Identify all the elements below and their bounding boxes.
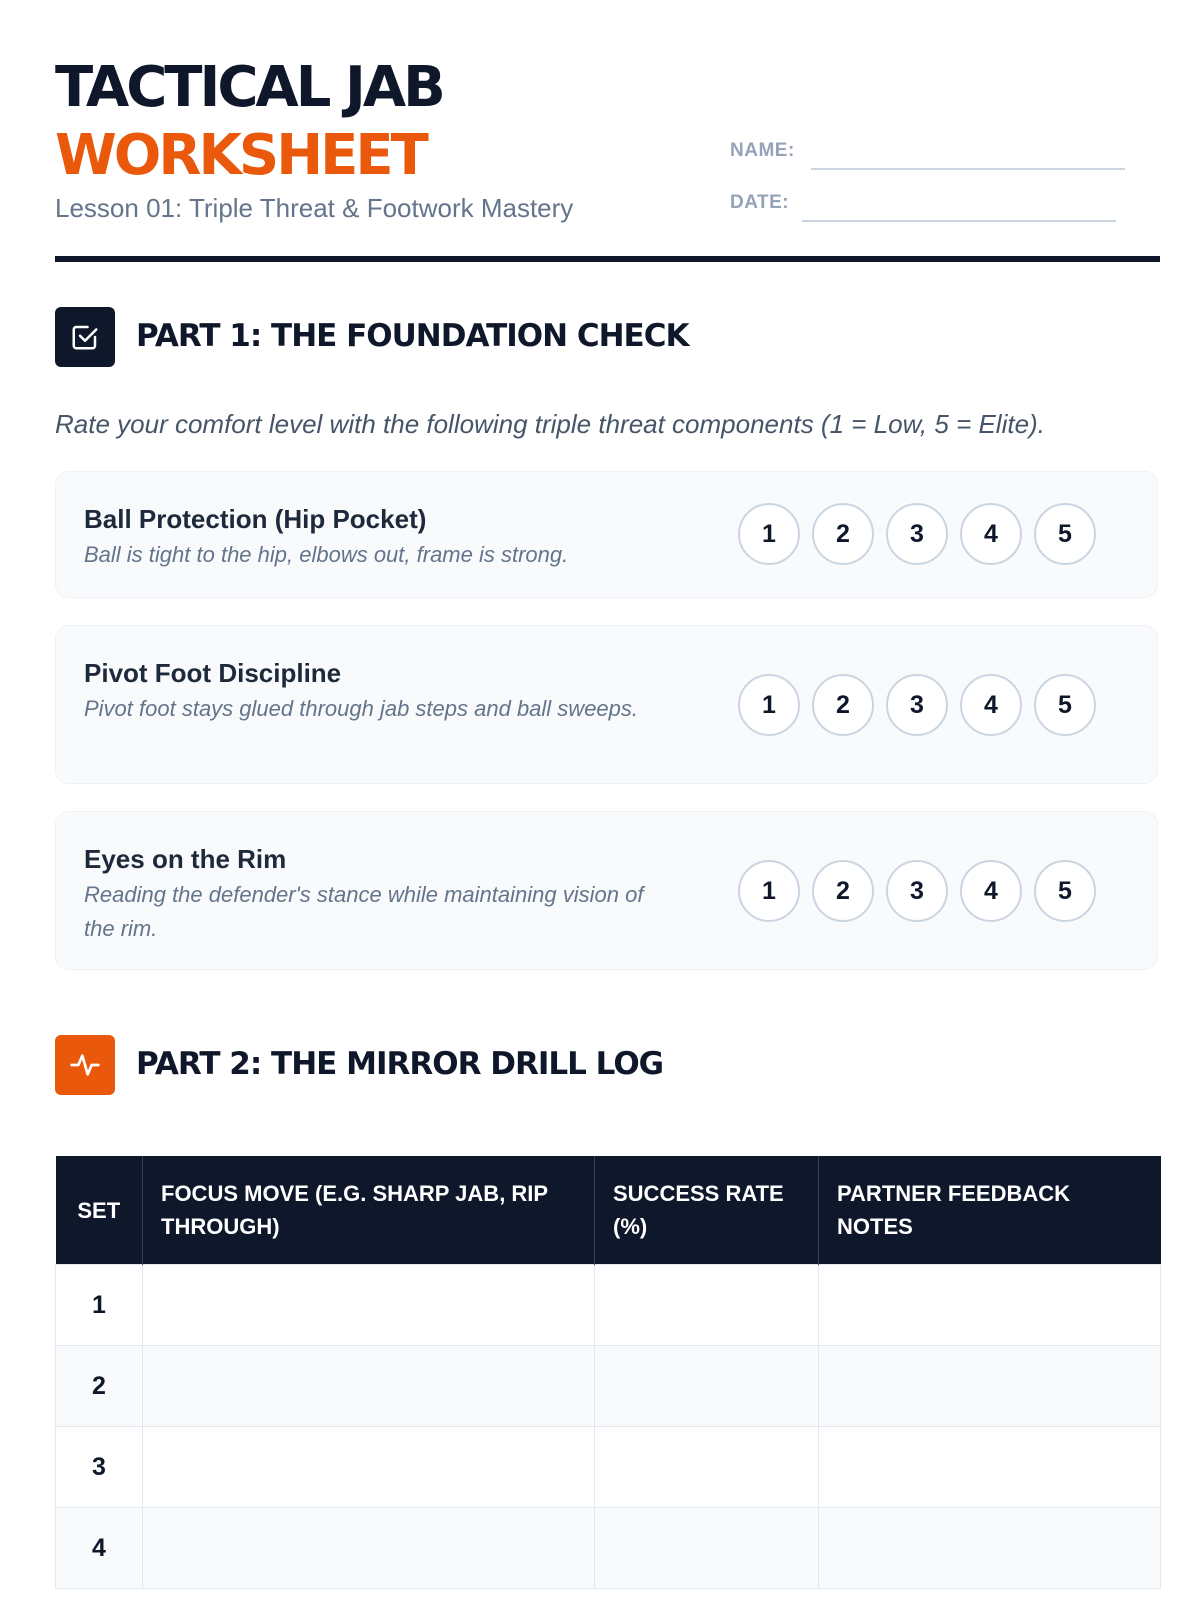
- feedback-notes-cell[interactable]: [819, 1265, 1161, 1346]
- date-label: DATE:: [730, 192, 790, 213]
- focus-move-cell[interactable]: [143, 1427, 595, 1508]
- rating-option-1[interactable]: 1: [738, 503, 800, 565]
- rating-option-5[interactable]: 5: [1034, 860, 1096, 922]
- rating-option-1[interactable]: 1: [738, 860, 800, 922]
- success-rate-cell[interactable]: [595, 1508, 819, 1589]
- column-header-focus-move: FOCUS MOVE (E.G. SHARP JAB, RIP THROUGH): [143, 1156, 595, 1265]
- mirror-drill-log-table: [55, 1156, 1161, 1589]
- success-rate-cell[interactable]: [595, 1265, 819, 1346]
- column-header-success-rate: SUCCESS RATE (%): [595, 1156, 819, 1265]
- table-row: [56, 1346, 1161, 1427]
- column-header-partner-feedback: PARTNER FEEDBACK NOTES: [819, 1156, 1161, 1265]
- lesson-subtitle: Lesson 01: Triple Threat & Footwork Mastery: [55, 193, 574, 223]
- name-field[interactable]: [811, 168, 1125, 170]
- rating-item-title: Pivot Foot Discipline: [84, 658, 342, 688]
- rating-option-3[interactable]: 3: [886, 860, 948, 922]
- focus-move-cell[interactable]: [143, 1265, 595, 1346]
- feedback-notes-cell[interactable]: [819, 1427, 1161, 1508]
- table-row: [56, 1427, 1161, 1508]
- rating-option-3[interactable]: 3: [886, 674, 948, 736]
- rating-item-description: Pivot foot stays glued through jab steps and ball sweeps.: [84, 696, 639, 721]
- rating-option-2[interactable]: 2: [812, 503, 874, 565]
- rating-item-description: Ball is tight to the hip, elbows out, frame is strong.: [84, 542, 569, 567]
- rating-option-2[interactable]: 2: [812, 860, 874, 922]
- rating-card-ball-protection: [55, 471, 1158, 598]
- rating-scale: [738, 860, 1108, 922]
- rating-option-1[interactable]: 1: [738, 674, 800, 736]
- set-number: 4: [56, 1508, 143, 1589]
- part1-instructions: Rate your comfort level with the following triple threat components (1 = Low, 5 = Elite).: [55, 409, 1045, 439]
- column-header-set: SET: [56, 1156, 143, 1265]
- rating-option-2[interactable]: 2: [812, 674, 874, 736]
- rating-item-description: Reading the defender's stance while maintaining vision of the rim.: [84, 882, 644, 941]
- part2-title: PART 2: THE MIRROR DRILL LOG: [136, 1046, 664, 1082]
- set-number: 1: [56, 1265, 143, 1346]
- rating-option-4[interactable]: 4: [960, 674, 1022, 736]
- date-field[interactable]: [802, 220, 1116, 222]
- activity-pulse-icon: [55, 1035, 115, 1095]
- rating-card-pivot-foot: [55, 625, 1158, 784]
- table-header-row: [56, 1156, 1161, 1265]
- rating-scale: [738, 674, 1108, 736]
- header-divider: [55, 256, 1160, 262]
- success-rate-cell[interactable]: [595, 1346, 819, 1427]
- focus-move-cell[interactable]: [143, 1508, 595, 1589]
- rating-card-eyes-on-rim: [55, 811, 1158, 970]
- table-row: [56, 1508, 1161, 1589]
- name-label: NAME:: [730, 140, 795, 161]
- rating-option-5[interactable]: 5: [1034, 674, 1096, 736]
- feedback-notes-cell[interactable]: [819, 1508, 1161, 1589]
- set-number: 3: [56, 1427, 143, 1508]
- rating-item-title: Ball Protection (Hip Pocket): [84, 504, 427, 534]
- title-line-1: TACTICAL JAB: [55, 55, 443, 120]
- table-row: [56, 1265, 1161, 1346]
- rating-scale: [738, 503, 1108, 565]
- rating-option-4[interactable]: 4: [960, 860, 1022, 922]
- title-line-2: WORKSHEET: [55, 123, 426, 188]
- feedback-notes-cell[interactable]: [819, 1346, 1161, 1427]
- part1-title: PART 1: THE FOUNDATION CHECK: [136, 318, 689, 354]
- rating-option-4[interactable]: 4: [960, 503, 1022, 565]
- success-rate-cell[interactable]: [595, 1427, 819, 1508]
- rating-item-title: Eyes on the Rim: [84, 844, 287, 874]
- set-number: 2: [56, 1346, 143, 1427]
- worksheet-page: [55, 0, 1160, 1600]
- rating-option-3[interactable]: 3: [886, 503, 948, 565]
- checkbox-icon: [55, 307, 115, 367]
- rating-option-5[interactable]: 5: [1034, 503, 1096, 565]
- focus-move-cell[interactable]: [143, 1346, 595, 1427]
